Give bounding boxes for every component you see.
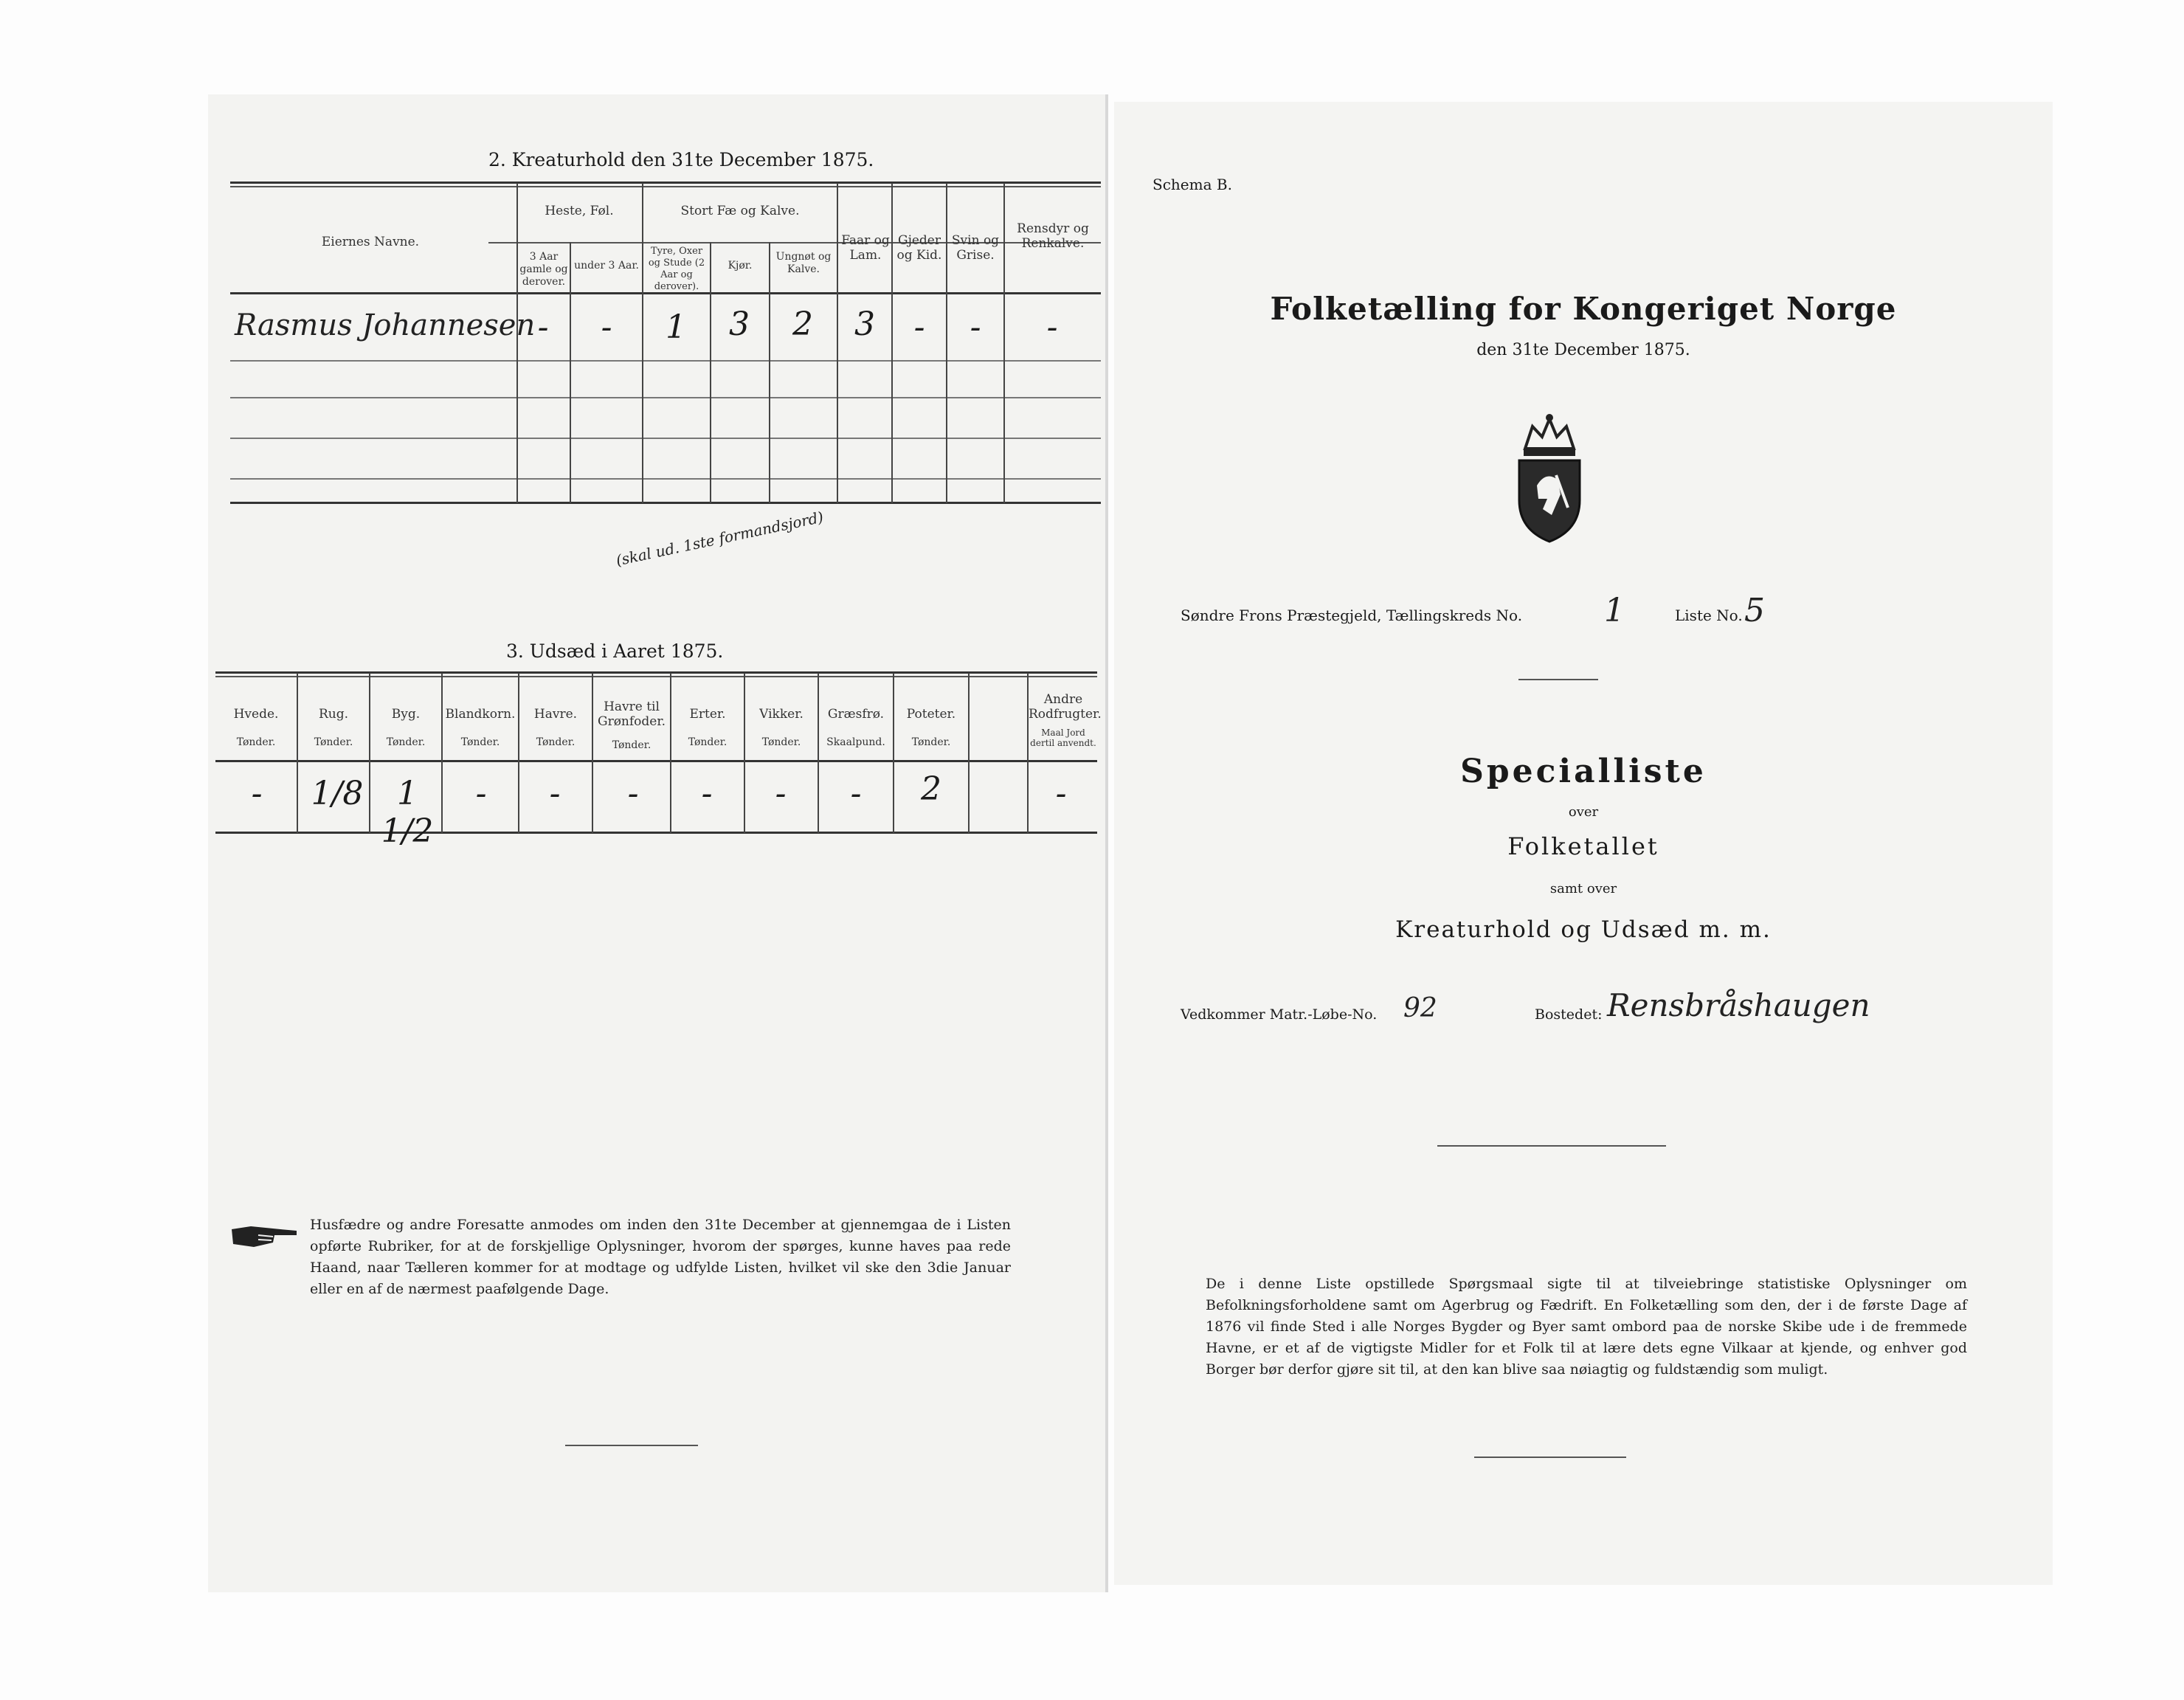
row1-value: -: [1046, 308, 1058, 346]
owner-name: Rasmus Johannesen: [235, 308, 536, 342]
coat-of-arms-icon: [1509, 412, 1590, 545]
udsaed-value: 1 1/2: [381, 775, 434, 850]
udsaed-col-label: Havre.: [533, 707, 578, 722]
pointing-hand-icon: [229, 1220, 300, 1250]
udsaed-value: -: [1055, 775, 1067, 812]
over-text: over: [1568, 804, 1599, 820]
col-gjeder: Gjeder og Kid.: [896, 233, 942, 263]
kreaturhold-heading: Kreaturhold og Udsæd m. m.: [1395, 916, 1772, 943]
row1-value: -: [601, 308, 612, 346]
row1-value: 2: [792, 305, 813, 343]
col-heste-3aar: 3 Aar gamle og derover.: [519, 251, 568, 288]
udsaed-col-label: Blandkorn.: [445, 707, 516, 722]
matr-number: 92: [1403, 993, 1437, 1023]
udsaed-value: -: [775, 775, 787, 812]
row1-value: 1: [666, 308, 686, 346]
divider: [565, 1445, 698, 1446]
udsaed-col-unit: Tønder.: [688, 736, 728, 748]
col-ungnot: Ungnøt og Kalve.: [775, 251, 832, 275]
census-date: den 31te December 1875.: [1476, 341, 1690, 359]
kreds-number: 1: [1604, 592, 1625, 629]
udsaed-col-label: Vikker.: [759, 707, 804, 722]
udsaed-col-unit: Tønder.: [911, 736, 951, 748]
divider: [1518, 679, 1598, 680]
intro-paragraph: De i denne Liste opstillede Spørgsmaal sigte til at tilveiebringe statistiske Oplysninger om Befolkningsforholdene samt om Agerbrug og Fædrift. En Folketælling som den, der i de første Dage af 1876 vil finde Sted i alle Norges Bygder og Byer samt ombord paa de norske Skibe ude i de fremmede Havne, er et af de vigtigste Midler for et Folk til at lære dets egne Vilkaar at kjende, og enhver god Borger bør derfor gjøre sit til, at den kan blive saa nøiagtig og fuldstændig som muligt.: [1206, 1276, 1967, 1378]
main-title: Folketælling for Kongeriget Norge: [1270, 291, 1897, 327]
udsaed-col-label: Andre Rodfrugter.: [1029, 692, 1102, 722]
udsaed-value: -: [627, 775, 639, 812]
udsaed-value: -: [701, 775, 713, 812]
udsaed-value: -: [549, 775, 561, 812]
udsaed-col-unit: Tønder.: [612, 739, 652, 751]
divider: [1474, 1457, 1626, 1458]
udsaed-col-unit: Tønder.: [236, 736, 276, 748]
col-kjor: Kjør.: [728, 260, 753, 272]
col-rensdyr: Rensdyr og Renkalve.: [1017, 221, 1089, 251]
udsaed-col-unit: Tønder.: [761, 736, 801, 748]
right-page: [1114, 102, 2053, 1585]
matr-label: Vedkommer Matr.-Løbe-No.: [1181, 1006, 1378, 1023]
udsaed-col-label: Hvede.: [233, 707, 279, 722]
table2-top-rule: [230, 182, 1101, 184]
liste-number: 5: [1744, 592, 1765, 629]
col-faar: Faar og Lam.: [841, 233, 890, 263]
samt-over-text: samt over: [1549, 881, 1617, 896]
liste-label: Liste No.: [1675, 607, 1743, 624]
udsaed-value: 2: [921, 770, 941, 808]
udsaed-value: -: [850, 775, 862, 812]
row1-value: 3: [729, 305, 750, 343]
udsaed-col-label: Rug.: [318, 707, 349, 722]
notice-text: Husfædre og andre Foresatte anmodes om inden den 31te December at gjennemgaa de i Listen opførte Rubriker, for at de forskjellige Oplysninger, hvorom der spørges, kunne haves paa rede Haand, naar Tælleren kommer for at modtage og udfylde Listen, hvilket vil ske den 3die Januar eller en af de nærmest paafølgende Dage.: [310, 1217, 1011, 1297]
bostedet-value: Rensbråshaugen: [1607, 987, 1870, 1023]
udsaed-value: -: [251, 775, 263, 812]
col-svin: Svin og Grise.: [951, 233, 1000, 263]
section2-title: 2. Kreaturhold den 31te December 1875.: [488, 149, 874, 170]
col-heste: Heste, Føl.: [545, 204, 614, 218]
udsaed-value: -: [475, 775, 487, 812]
udsaed-col-label: Poteter.: [906, 707, 956, 722]
udsaed-value: 1/8: [311, 775, 364, 812]
prestegjeld-label: Søndre Frons Præstegjeld, Tællingskreds No.: [1181, 607, 1523, 624]
row1-value: 3: [854, 305, 875, 343]
margin-note: (skal ud. 1ste formandsjord): [614, 508, 826, 570]
divider: [1437, 1145, 1666, 1147]
specialliste-heading: Specialliste: [1460, 753, 1707, 790]
row1-value: -: [913, 308, 925, 346]
bostedet-label: Bostedet:: [1535, 1006, 1603, 1023]
udsaed-col-unit: Skaalpund.: [826, 736, 885, 748]
udsaed-col-label: Græsfrø.: [827, 707, 885, 722]
col-heste-under3: under 3 Aar.: [574, 260, 639, 272]
udsaed-col-label: Erter.: [689, 707, 726, 722]
udsaed-col-label: Havre til Grønfoder.: [597, 699, 666, 729]
col-stort-fae: Stort Fæ og Kalve.: [680, 204, 800, 218]
schema-label: Schema B.: [1153, 176, 1232, 193]
row1-value: -: [537, 308, 549, 346]
table2-bottom-rule: [230, 502, 1101, 504]
udsaed-col-unit: Tønder.: [314, 736, 353, 748]
udsaed-col-unit: Tønder.: [386, 736, 426, 748]
col-tyre: Tyre, Oxer og Stude (2 Aar og derover).: [648, 246, 705, 292]
udsaed-col-label: Byg.: [391, 707, 421, 722]
left-page: [208, 94, 1108, 1592]
section3-title: 3. Udsæd i Aaret 1875.: [506, 640, 724, 662]
col-eiernes-navne: Eiernes Navne.: [321, 235, 420, 249]
udsaed-col-unit: Maal Jord dertil anvendt.: [1030, 728, 1096, 748]
udsaed-col-unit: Tønder.: [460, 736, 500, 748]
folketallet-heading: Folketallet: [1507, 832, 1659, 860]
udsaed-col-unit: Tønder.: [536, 736, 576, 748]
row1-value: -: [970, 308, 981, 346]
